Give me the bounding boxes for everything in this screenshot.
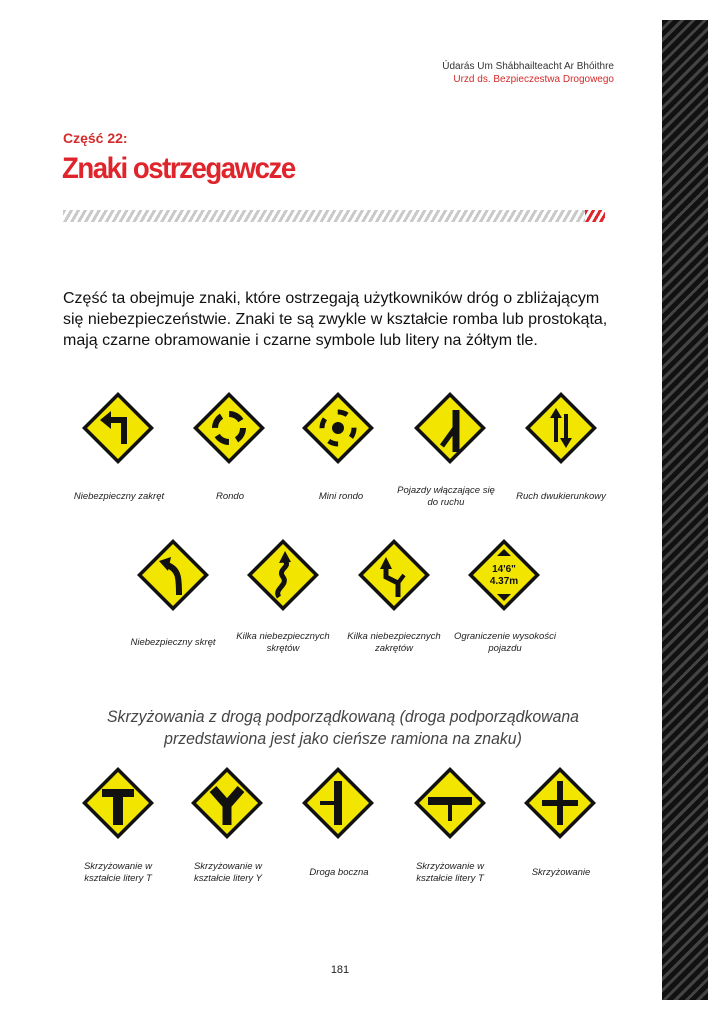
merging-traffic-sign-icon (412, 390, 488, 466)
hatch-divider (63, 210, 605, 222)
caption-side-road: Droga boczna (309, 867, 369, 878)
left-curve-sign-icon (135, 537, 211, 613)
y-junction-sign-icon (189, 765, 265, 841)
crossroads-sign-icon (522, 765, 598, 841)
org-name-irish: Údarás Um Shábhailteacht Ar Bhóithre (442, 61, 614, 72)
side-road-sign-icon (300, 765, 376, 841)
caption-winding-road: Kilka niebezpiecznych skrętów (236, 631, 330, 654)
caption-merging-traffic: Pojazdy włączające się do ruchu (397, 485, 495, 508)
roundabout-sign-icon (191, 390, 267, 466)
header-organisation (442, 60, 614, 86)
part-label: Część 22: (63, 130, 128, 146)
mini-roundabout-sign-icon (300, 390, 376, 466)
winding-road-sign-icon (245, 537, 321, 613)
two-way-traffic-sign-icon (523, 390, 599, 466)
caption-series-of-bends: Kilka niebezpiecznych zakrętów (347, 631, 441, 654)
caption-y-junction: Skrzyżowanie w kształcie litery Y (193, 861, 263, 884)
junctions-heading: Skrzyżowania z drogą podporządkowaną (droga podporządkowana przedstawiona jest jako cieńsze ramiona na znaku) (107, 707, 579, 748)
page-number: 181 (330, 964, 350, 976)
caption-two-way-traffic: Ruch dwukierunkowy (516, 491, 606, 502)
caption-mini-roundabout: Mini rondo (318, 491, 364, 502)
t-junction-sign-icon (80, 765, 156, 841)
sharp-left-turn-sign-icon (80, 390, 156, 466)
side-stripe-decoration (662, 20, 708, 1000)
caption-sharp-left-turn: Niebezpieczny zakręt (73, 491, 165, 502)
height-restriction-sign-icon (466, 537, 542, 613)
page-title: Znaki ostrzegawcze (62, 152, 295, 185)
caption-crossroads: Skrzyżowanie (531, 867, 591, 878)
intro-paragraph: Część ta obejmuje znaki, które ostrzegają użytkowników dróg o zbliżającym się niebezpieczeństwie. Znaki te są zwykle w kształcie romba lub prostokąta, mają czarne obramowanie i czarne symbole lub litery na żółtym tle. (63, 290, 608, 349)
series-of-bends-sign-icon (356, 537, 432, 613)
org-name-polish: Urzd ds. Bezpieczestwa Drogowego (453, 74, 614, 85)
caption-t-junction-major: Skrzyżowanie w kształcie litery T (415, 861, 485, 884)
caption-height-restriction: Ograniczenie wysokości pojazdu (454, 631, 556, 654)
caption-roundabout: Rondo (216, 491, 244, 502)
height-text-metric: 4.37m (489, 576, 519, 587)
caption-left-curve: Niebezpieczny skręt (130, 637, 216, 648)
t-junction-major-sign-icon (412, 765, 488, 841)
caption-t-junction: Skrzyżowanie w kształcie litery T (83, 861, 153, 884)
height-text-imperial: 14'6" (492, 564, 516, 575)
hatch-divider-accent (585, 210, 605, 222)
